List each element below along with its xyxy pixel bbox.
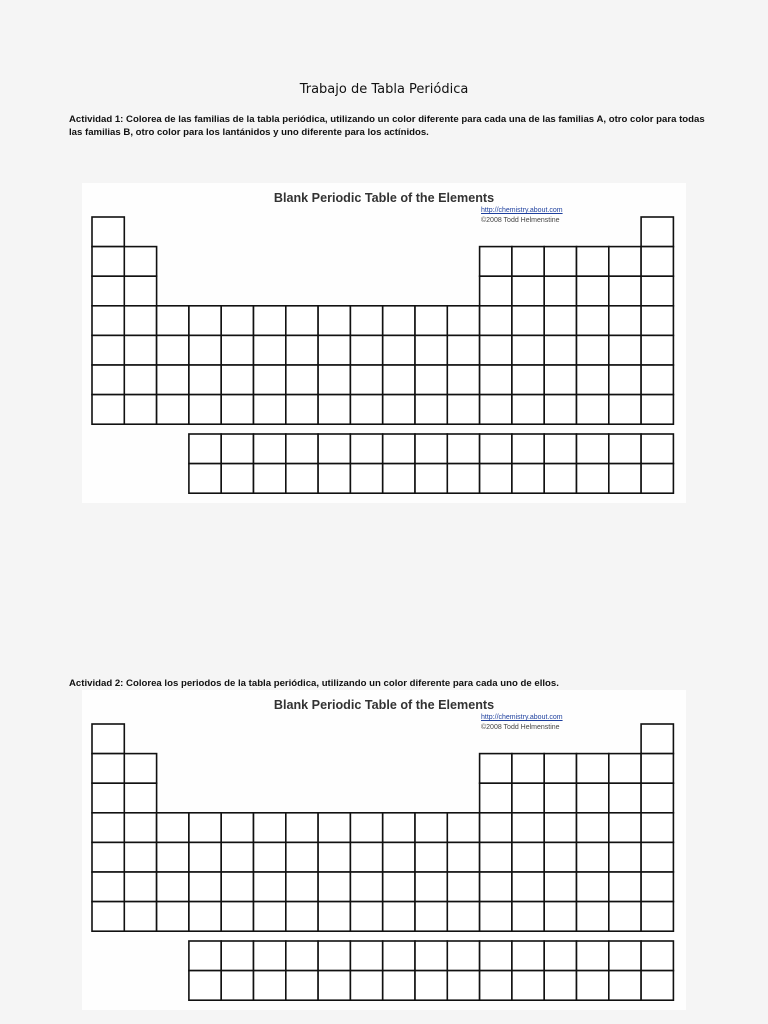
element-cell — [577, 842, 609, 872]
element-cell — [641, 842, 673, 872]
lanthanide-cell — [383, 941, 415, 971]
element-cell — [544, 247, 576, 277]
element-cell — [480, 306, 512, 336]
element-cell — [609, 247, 641, 277]
element-cell — [447, 872, 479, 902]
actinide-cell — [447, 464, 479, 494]
element-cell — [254, 872, 286, 902]
element-cell — [544, 842, 576, 872]
element-cell — [415, 842, 447, 872]
element-cell — [609, 335, 641, 365]
element-cell — [221, 872, 253, 902]
actinide-cell — [544, 971, 576, 1001]
element-cell — [447, 306, 479, 336]
figure-source-link[interactable]: http://chemistry.about.com — [481, 714, 563, 721]
element-cell — [415, 365, 447, 395]
element-cell — [189, 842, 221, 872]
element-cell — [512, 783, 544, 813]
figure-credit: ©2008 Todd Helmenstine — [481, 217, 560, 224]
actinide-cell — [447, 971, 479, 1001]
element-cell — [350, 306, 382, 336]
lanthanide-cell — [254, 941, 286, 971]
periodic-table-grid — [82, 183, 686, 503]
element-cell — [641, 217, 673, 247]
element-cell — [480, 783, 512, 813]
element-cell — [92, 395, 124, 425]
lanthanide-cell — [609, 941, 641, 971]
element-cell — [350, 365, 382, 395]
element-cell — [254, 335, 286, 365]
lanthanide-cell — [641, 434, 673, 464]
actinide-cell — [641, 971, 673, 1001]
element-cell — [254, 813, 286, 843]
element-cell — [350, 395, 382, 425]
element-cell — [609, 276, 641, 306]
element-cell — [383, 902, 415, 932]
element-cell — [544, 783, 576, 813]
element-cell — [189, 395, 221, 425]
element-cell — [124, 335, 156, 365]
element-cell — [221, 306, 253, 336]
actinide-cell — [512, 464, 544, 494]
activity-2-instructions: Actividad 2: Colorea los periodos de la tabla periódica, utilizando un color diferente para cada uno de ellos. — [69, 678, 559, 689]
element-cell — [480, 395, 512, 425]
element-cell — [286, 306, 318, 336]
blank-periodic-table-figure-2 — [82, 690, 686, 1010]
element-cell — [286, 902, 318, 932]
element-cell — [383, 395, 415, 425]
element-cell — [480, 247, 512, 277]
element-cell — [124, 247, 156, 277]
actinide-cell — [415, 464, 447, 494]
lanthanide-cell — [480, 941, 512, 971]
actinide-cell — [318, 971, 350, 1001]
element-cell — [577, 276, 609, 306]
actinide-cell — [609, 971, 641, 1001]
lanthanide-cell — [350, 941, 382, 971]
element-cell — [350, 902, 382, 932]
element-cell — [92, 724, 124, 754]
blank-periodic-table-figure-1 — [82, 183, 686, 503]
element-cell — [318, 872, 350, 902]
element-cell — [512, 365, 544, 395]
element-cell — [254, 902, 286, 932]
actinide-cell — [577, 464, 609, 494]
actinide-cell — [189, 464, 221, 494]
element-cell — [609, 395, 641, 425]
element-cell — [318, 813, 350, 843]
element-cell — [577, 783, 609, 813]
actinide-cell — [350, 464, 382, 494]
element-cell — [512, 813, 544, 843]
actinide-cell — [350, 971, 382, 1001]
actinide-cell — [544, 464, 576, 494]
element-cell — [383, 306, 415, 336]
actinide-cell — [254, 464, 286, 494]
element-cell — [92, 217, 124, 247]
element-cell — [92, 872, 124, 902]
lanthanide-cell — [318, 434, 350, 464]
element-cell — [415, 813, 447, 843]
element-cell — [124, 872, 156, 902]
element-cell — [641, 813, 673, 843]
lanthanide-cell — [577, 434, 609, 464]
element-cell — [415, 335, 447, 365]
element-cell — [512, 872, 544, 902]
element-cell — [577, 754, 609, 784]
lanthanide-cell — [189, 434, 221, 464]
element-cell — [189, 872, 221, 902]
element-cell — [641, 872, 673, 902]
lanthanide-cell — [544, 941, 576, 971]
element-cell — [512, 842, 544, 872]
element-cell — [221, 842, 253, 872]
element-cell — [512, 306, 544, 336]
element-cell — [157, 902, 189, 932]
element-cell — [92, 783, 124, 813]
element-cell — [286, 842, 318, 872]
element-cell — [641, 902, 673, 932]
element-cell — [641, 306, 673, 336]
element-cell — [318, 395, 350, 425]
element-cell — [221, 813, 253, 843]
element-cell — [415, 306, 447, 336]
lanthanide-cell — [254, 434, 286, 464]
element-cell — [124, 276, 156, 306]
element-cell — [544, 365, 576, 395]
lanthanide-cell — [447, 434, 479, 464]
lanthanide-cell — [318, 941, 350, 971]
actinide-cell — [383, 464, 415, 494]
element-cell — [609, 902, 641, 932]
lanthanide-cell — [221, 941, 253, 971]
actinide-cell — [383, 971, 415, 1001]
element-cell — [157, 395, 189, 425]
element-cell — [480, 813, 512, 843]
element-cell — [544, 306, 576, 336]
element-cell — [92, 276, 124, 306]
element-cell — [609, 365, 641, 395]
element-cell — [609, 306, 641, 336]
actinide-cell — [641, 464, 673, 494]
element-cell — [286, 335, 318, 365]
element-cell — [512, 247, 544, 277]
element-cell — [577, 902, 609, 932]
element-cell — [512, 395, 544, 425]
element-cell — [221, 902, 253, 932]
actinide-cell — [286, 464, 318, 494]
element-cell — [124, 754, 156, 784]
element-cell — [609, 813, 641, 843]
element-cell — [447, 395, 479, 425]
element-cell — [318, 335, 350, 365]
element-cell — [480, 902, 512, 932]
element-cell — [544, 813, 576, 843]
element-cell — [447, 842, 479, 872]
element-cell — [609, 842, 641, 872]
element-cell — [124, 783, 156, 813]
element-cell — [383, 365, 415, 395]
actinide-cell — [318, 464, 350, 494]
element-cell — [318, 902, 350, 932]
element-cell — [609, 783, 641, 813]
periodic-table-grid — [82, 690, 686, 1010]
element-cell — [544, 872, 576, 902]
element-cell — [92, 902, 124, 932]
element-cell — [577, 872, 609, 902]
element-cell — [447, 365, 479, 395]
element-cell — [641, 247, 673, 277]
element-cell — [92, 365, 124, 395]
element-cell — [383, 842, 415, 872]
lanthanide-cell — [544, 434, 576, 464]
figure-title: Blank Periodic Table of the Elements — [273, 698, 495, 712]
actinide-cell — [609, 464, 641, 494]
element-cell — [447, 813, 479, 843]
actinide-cell — [189, 971, 221, 1001]
element-cell — [92, 306, 124, 336]
element-cell — [92, 754, 124, 784]
element-cell — [157, 365, 189, 395]
element-cell — [641, 335, 673, 365]
element-cell — [512, 902, 544, 932]
element-cell — [577, 395, 609, 425]
element-cell — [124, 813, 156, 843]
lanthanide-cell — [447, 941, 479, 971]
element-cell — [124, 395, 156, 425]
element-cell — [318, 842, 350, 872]
element-cell — [221, 335, 253, 365]
element-cell — [415, 872, 447, 902]
element-cell — [609, 872, 641, 902]
element-cell — [480, 872, 512, 902]
element-cell — [641, 754, 673, 784]
element-cell — [254, 306, 286, 336]
element-cell — [415, 395, 447, 425]
element-cell — [447, 902, 479, 932]
actinide-cell — [254, 971, 286, 1001]
element-cell — [577, 247, 609, 277]
element-cell — [480, 335, 512, 365]
activity-1-instructions: Actividad 1: Colorea de las familias de la tabla periódica, utilizando un color diferente para cada una de las familias A, otro color para todas las familias B, otro color para los lantánidos y uno diferente para los actínidos. — [69, 114, 705, 138]
actinide-cell — [512, 971, 544, 1001]
element-cell — [286, 872, 318, 902]
element-cell — [641, 724, 673, 754]
element-cell — [157, 872, 189, 902]
actinide-cell — [415, 971, 447, 1001]
actinide-cell — [480, 464, 512, 494]
element-cell — [189, 813, 221, 843]
element-cell — [512, 276, 544, 306]
element-cell — [350, 872, 382, 902]
element-cell — [350, 813, 382, 843]
lanthanide-cell — [286, 941, 318, 971]
element-cell — [641, 365, 673, 395]
element-cell — [641, 276, 673, 306]
element-cell — [254, 395, 286, 425]
element-cell — [221, 365, 253, 395]
lanthanide-cell — [641, 941, 673, 971]
element-cell — [480, 276, 512, 306]
element-cell — [254, 365, 286, 395]
element-cell — [92, 842, 124, 872]
lanthanide-cell — [577, 941, 609, 971]
element-cell — [286, 395, 318, 425]
element-cell — [124, 842, 156, 872]
figure-credit: ©2008 Todd Helmenstine — [481, 724, 560, 731]
element-cell — [577, 306, 609, 336]
element-cell — [544, 335, 576, 365]
element-cell — [157, 842, 189, 872]
element-cell — [221, 395, 253, 425]
element-cell — [544, 902, 576, 932]
element-cell — [544, 395, 576, 425]
element-cell — [124, 365, 156, 395]
element-cell — [577, 365, 609, 395]
element-cell — [124, 306, 156, 336]
element-cell — [609, 754, 641, 784]
element-cell — [286, 813, 318, 843]
document-title: Trabajo de Tabla Periódica — [299, 82, 469, 97]
element-cell — [447, 335, 479, 365]
element-cell — [383, 335, 415, 365]
element-cell — [157, 813, 189, 843]
element-cell — [157, 335, 189, 365]
lanthanide-cell — [221, 434, 253, 464]
figure-title: Blank Periodic Table of the Elements — [273, 191, 495, 205]
element-cell — [350, 335, 382, 365]
element-cell — [544, 276, 576, 306]
element-cell — [318, 306, 350, 336]
element-cell — [577, 813, 609, 843]
lanthanide-cell — [512, 941, 544, 971]
element-cell — [189, 335, 221, 365]
element-cell — [383, 813, 415, 843]
lanthanide-cell — [512, 434, 544, 464]
lanthanide-cell — [415, 434, 447, 464]
lanthanide-cell — [286, 434, 318, 464]
element-cell — [480, 754, 512, 784]
element-cell — [577, 335, 609, 365]
element-cell — [415, 902, 447, 932]
element-cell — [189, 902, 221, 932]
lanthanide-cell — [609, 434, 641, 464]
element-cell — [480, 365, 512, 395]
actinide-cell — [221, 971, 253, 1001]
element-cell — [383, 872, 415, 902]
lanthanide-cell — [480, 434, 512, 464]
lanthanide-cell — [189, 941, 221, 971]
element-cell — [512, 335, 544, 365]
actinide-cell — [221, 464, 253, 494]
element-cell — [480, 842, 512, 872]
element-cell — [318, 365, 350, 395]
lanthanide-cell — [350, 434, 382, 464]
element-cell — [350, 842, 382, 872]
element-cell — [189, 306, 221, 336]
actinide-cell — [577, 971, 609, 1001]
actinide-cell — [286, 971, 318, 1001]
lanthanide-cell — [383, 434, 415, 464]
element-cell — [254, 842, 286, 872]
element-cell — [92, 247, 124, 277]
element-cell — [157, 306, 189, 336]
figure-source-link[interactable]: http://chemistry.about.com — [481, 207, 563, 214]
actinide-cell — [480, 971, 512, 1001]
element-cell — [189, 365, 221, 395]
element-cell — [641, 395, 673, 425]
element-cell — [92, 335, 124, 365]
lanthanide-cell — [415, 941, 447, 971]
element-cell — [544, 754, 576, 784]
element-cell — [512, 754, 544, 784]
element-cell — [124, 902, 156, 932]
element-cell — [641, 783, 673, 813]
element-cell — [92, 813, 124, 843]
element-cell — [286, 365, 318, 395]
